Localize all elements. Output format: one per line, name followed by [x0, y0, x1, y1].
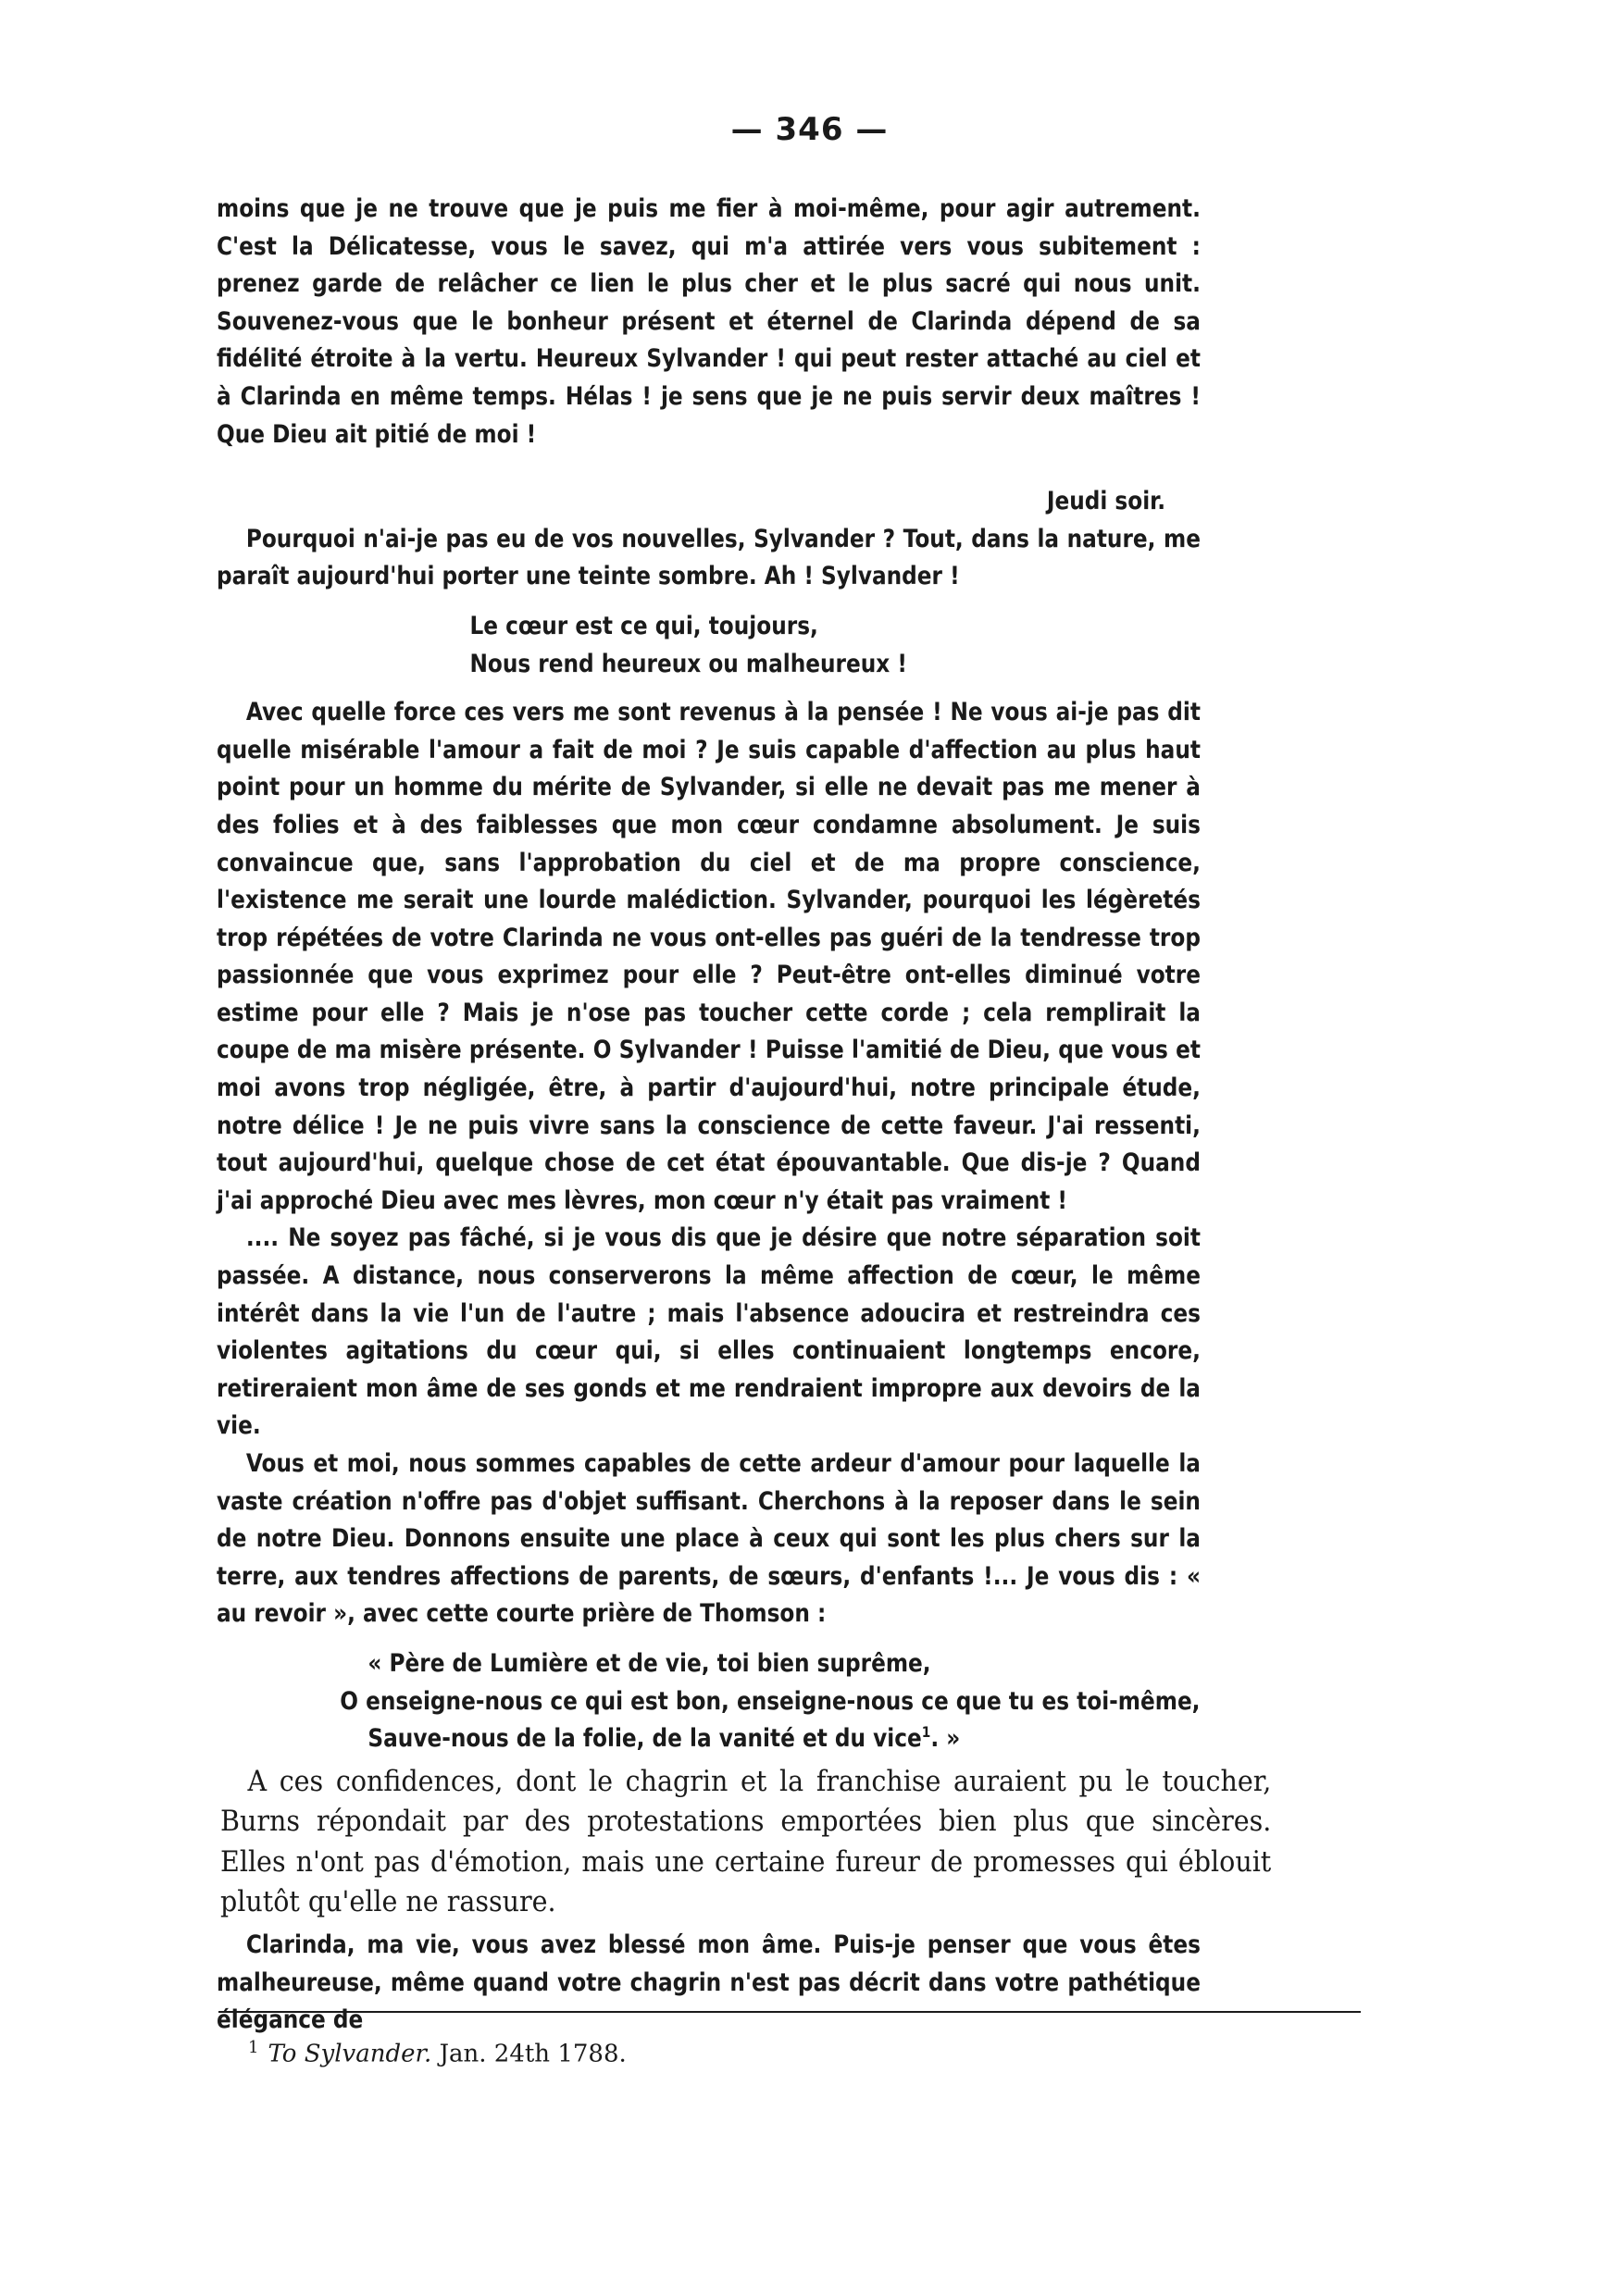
verse-quote-2 [217, 1645, 1201, 1758]
verse-line: Nous rend heureux ou malheureux ! [469, 649, 907, 678]
footnote-title: To Sylvander. [268, 2040, 432, 2068]
quoted-letter [217, 191, 1201, 1769]
verse-line-close: . » [930, 1724, 961, 1754]
footnote [248, 2032, 627, 2070]
verse-line: O enseigne-nous ce qui est bon, enseigne-nous ce que tu es toi-même, [340, 1686, 1201, 1716]
footnote-mark: 1 [248, 2038, 259, 2057]
letter-paragraph-1: moins que je ne trouve que je puis me fier à moi-même, pour agir autrement. C'est la Délicatesse, vous le savez, qui m'a attirée vers vous subitement : prenez garde de relâcher ce lien le plus cher et le plus sacré qui nous unit. Souvenez-vous que le bonheur présent et éternel de Clarinda dépend de sa fidélité étroite à la vertu. Heureux Sylvander ! qui peut rester attaché au ciel et à Clarinda en même temps. Hélas ! je sens que je ne puis servir deux maîtres ! Que Dieu ait pitié de moi ! [217, 194, 1201, 449]
reply-letter-paragraph: Clarinda, ma vie, vous avez blessé mon âme. Puis-je penser que vous êtes malheureuse, même quand votre chagrin n'est pas décrit dans votre pathétique élégance de [217, 1930, 1201, 2035]
letter-dateline: Jeudi soir. [1046, 487, 1166, 516]
footnote-date: Jan. 24th 1788. [439, 2040, 627, 2068]
letter-paragraph-2: Pourquoi n'ai-je pas eu de vos nouvelles, Sylvander ? Tout, dans la nature, me paraît aujourd'hui porter une teinte sombre. Ah ! Sylvander ! [217, 524, 1201, 591]
verse-line-text: Sauve-nous de la folie, de la vanité et du vice [367, 1724, 922, 1754]
narration-paragraph: A ces confidences, dont le chagrin et la franchise auraient pu le toucher, Burns répondait par des protestations emportées bien plus que sincères. Elles n'ont pas d'émotion, mais une certaine fureur de promesses qui éblouit plutôt qu'elle ne rassure. [220, 1765, 1272, 1919]
footnote-divider [218, 2011, 1361, 2013]
verse-line [217, 1720, 1201, 1758]
letter-paragraph-5: Vous et moi, nous sommes capables de cette ardeur d'amour pour laquelle la vaste création n'offre pas d'objet suffisant. Cherchons à la reposer dans le sein de notre Dieu. Donnons ensuite une place à ceux qui sont les plus chers sur la terre, aux tendres affections de parents, de sœurs, d'enfants !... Je vous dis : « au revoir », avec cette courte prière de Thomson : [217, 1449, 1201, 1629]
verse-line: Le cœur est ce qui, toujours, [469, 611, 818, 640]
verse-quote-1 [217, 608, 1201, 683]
verse-line: « Père de Lumière et de vie, toi bien suprême, [367, 1648, 931, 1678]
letter-paragraph-4: .... Ne soyez pas fâché, si je vous dis que je désire que notre séparation soit passée. A distance, nous conserverons la même affection de cœur, le même intérêt dans la vie l'un de l'autre ; mais l'absence adoucira et restreindra ces violentes agitations du cœur qui, si elles continuaient longtemps encore, retireraient mon âme de ses gonds et me rendraient impropre aux devoirs de la vie. [217, 1223, 1201, 1441]
footnote-reference: 1 [921, 1723, 931, 1742]
page-number: — 346 — [730, 111, 889, 148]
letter-paragraph-3: Avec quelle force ces vers me sont revenus à la pensée ! Ne vous ai-je pas dit quelle misérable l'amour a fait de moi ? Je suis capable d'affection au plus haut point pour un homme du mérite de Sylvander, si elle ne devait pas me mener à des folies et à des faiblesses que mon cœur condamne absolument. Je suis convaincue que, sans l'approbation du ciel et de ma propre conscience, l'existence me serait une lourde malédiction. Sylvander, pourquoi les légèretés trop répétées de votre Clarinda ne vous ont-elles pas guéri de la tendresse trop passionnée que vous exprimez pour elle ? Peut-être ont-elles diminué votre estime pour elle ? Mais je n'ose pas toucher cette corde ; cela remplirait la coupe de ma misère présente. O Sylvander ! Puisse l'amitié de Dieu, que vous et moi avons trop négligée, être, à partir d'aujourd'hui, notre principale étude, notre délice ! Je ne puis vivre sans la conscience de cette faveur. J'ai ressenti, tout aujourd'hui, quelque chose de cet état épouvantable. Que dis-je ? Quand j'ai approché Dieu avec mes lèvres, mon cœur n'y était pas vraiment ! [217, 698, 1201, 1215]
